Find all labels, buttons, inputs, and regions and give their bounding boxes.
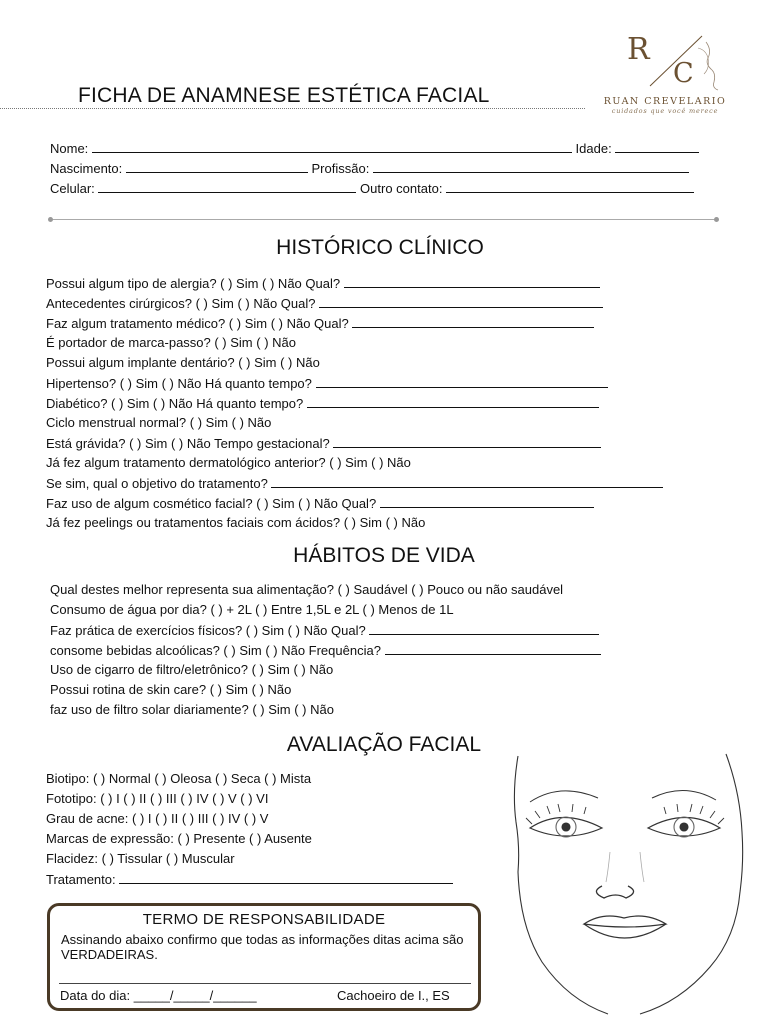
q-marca-passo[interactable] — [46, 335, 296, 351]
label-idade: Idade: — [575, 141, 612, 156]
objetivo-blank[interactable] — [271, 475, 663, 488]
page-title: FICHA DE ANAMNESE ESTÉTICA FACIAL — [78, 84, 490, 107]
cosmetico-qual-blank[interactable] — [380, 495, 594, 508]
section-title-avaliacao: AVALIAÇÃO FACIAL — [286, 733, 482, 756]
hipertenso-tempo-blank[interactable] — [316, 375, 608, 388]
h-exercicios-text: Faz prática de exercícios físicos? ( ) Sim ( ) Não Qual? — [50, 623, 366, 638]
face-outline-left — [518, 872, 608, 1014]
tratamento-medico-qual-blank[interactable] — [352, 315, 594, 328]
q-ciclo-text: Ciclo menstrual normal? ( ) Sim ( ) Não — [46, 415, 272, 430]
outro-contato-blank[interactable] — [446, 180, 694, 193]
eye-left-icon — [526, 804, 602, 837]
idade-blank[interactable] — [615, 140, 699, 153]
field-nome[interactable] — [50, 140, 699, 157]
label-nome: Nome: — [50, 141, 89, 156]
q-gravida-text: Está grávida? ( ) Sim ( ) Não Tempo gestacional? — [46, 436, 330, 451]
logo-letter-r: R — [627, 32, 650, 67]
title-dotted-divider — [0, 108, 585, 109]
q-dermatologico-text: Já fez algum tratamento dermatológico anterior? ( ) Sim ( ) Não — [46, 455, 411, 470]
exercicios-qual-blank[interactable] — [369, 622, 599, 635]
field-celular[interactable] — [50, 180, 694, 197]
brow-left-icon — [530, 791, 598, 802]
diabetico-tempo-blank[interactable] — [307, 395, 599, 408]
hair-left-line — [514, 756, 518, 872]
q-ciclo[interactable] — [46, 415, 271, 431]
face-chart-illustration[interactable] — [490, 752, 760, 1020]
face-outline-right — [640, 892, 740, 1014]
q-peelings[interactable] — [46, 515, 425, 531]
h-alimentacao-text: Qual destes melhor representa sua alimentação? ( ) Saudável ( ) Pouco ou não saudável — [50, 582, 564, 597]
q-cirurgicos[interactable] — [46, 295, 603, 312]
a-tratamento[interactable] — [46, 871, 453, 888]
a-acne-text: Grau de acne: ( ) I ( ) II ( ) III ( ) IV ( ) V — [46, 811, 269, 826]
a-flacidez[interactable] — [46, 851, 235, 867]
profissao-blank[interactable] — [373, 160, 689, 173]
field-nascimento[interactable] — [50, 160, 689, 177]
nascimento-blank[interactable] — [126, 160, 308, 173]
q-tratamento-medico-text: Faz algum tratamento médico? ( ) Sim ( ) Não Qual? — [46, 316, 349, 331]
q-diabetico[interactable] — [46, 395, 599, 412]
h-filtro-solar[interactable] — [50, 702, 334, 718]
h-cigarro-text: Uso de cigarro de filtro/eletrônico? ( ) Sim ( ) Não — [50, 662, 334, 677]
divider-dot-left — [48, 217, 53, 222]
q-tratamento-medico[interactable] — [46, 315, 594, 332]
q-hipertenso[interactable] — [46, 375, 608, 392]
q-alergia[interactable] — [46, 275, 600, 292]
cirurgicos-qual-blank[interactable] — [319, 295, 603, 308]
q-cosmetico[interactable] — [46, 495, 594, 512]
logo-letter-c: C — [673, 58, 694, 89]
q-marca-passo-text: É portador de marca-passo? ( ) Sim ( ) Não — [46, 335, 296, 350]
label-outro-contato: Outro contato: — [360, 181, 443, 196]
a-marcas[interactable] — [46, 831, 312, 847]
nose-icon — [596, 852, 644, 898]
label-nascimento: Nascimento: — [50, 161, 123, 176]
q-implante[interactable] — [46, 355, 320, 371]
celular-blank[interactable] — [98, 180, 356, 193]
h-bebidas-text: consome bebidas alcoólicas? ( ) Sim ( ) Não Frequência? — [50, 643, 381, 658]
section-divider — [50, 219, 718, 220]
gestacional-blank[interactable] — [333, 435, 601, 448]
a-tratamento-text: Tratamento: — [46, 872, 116, 887]
termo-date[interactable]: Data do dia: _____/_____/______ — [60, 988, 257, 1003]
q-implante-text: Possui algum implante dentário? ( ) Sim ( ) Não — [46, 355, 320, 370]
q-dermatologico[interactable] — [46, 455, 411, 471]
a-marcas-text: Marcas de expressão: ( ) Presente ( ) Ausente — [46, 831, 312, 846]
section-title-historico: HISTÓRICO CLÍNICO — [276, 236, 484, 259]
q-objetivo[interactable] — [46, 475, 663, 492]
eye-right-icon — [648, 804, 724, 837]
label-celular: Celular: — [50, 181, 95, 196]
q-peelings-text: Já fez peelings ou tratamentos faciais com ácidos? ( ) Sim ( ) Não — [46, 515, 426, 530]
termo-title: TERMO DE RESPONSABILIDADE — [142, 911, 386, 928]
label-profissao: Profissão: — [311, 161, 370, 176]
q-cirurgicos-text: Antecedentes cirúrgicos? ( ) Sim ( ) Não Qual? — [46, 296, 316, 311]
brand-logo — [598, 28, 734, 118]
lips-icon — [584, 916, 666, 938]
logo-name: RUAN CREVELARIO — [603, 96, 727, 107]
a-biotipo-text: Biotipo: ( ) Normal ( ) Oleosa ( ) Seca ( ) Mista — [46, 771, 312, 786]
termo-place: Cachoeiro de I., ES — [337, 988, 450, 1003]
section-title-habitos: HÁBITOS DE VIDA — [293, 544, 475, 567]
h-agua[interactable] — [50, 602, 454, 618]
q-gravida[interactable] — [46, 435, 601, 452]
logo-tagline: cuidados que você merece — [611, 107, 719, 115]
h-skincare-text: Possui rotina de skin care? ( ) Sim ( ) Não — [50, 682, 292, 697]
h-alimentacao[interactable] — [50, 582, 563, 598]
q-alergia-text: Possui algum tipo de alergia? ( ) Sim ( ) Não Qual? — [46, 276, 341, 291]
termo-text: Assinando abaixo confirmo que todas as informações ditas acima são VERDADEIRAS. — [61, 932, 464, 962]
h-filtro-solar-text: faz uso de filtro solar diariamente? ( ) Sim ( ) Não — [50, 702, 334, 717]
h-agua-text: Consumo de água por dia? ( ) + 2L ( ) Entre 1,5L e 2L ( ) Menos de 1L — [50, 602, 454, 617]
divider-dot-right — [714, 217, 719, 222]
q-objetivo-text: Se sim, qual o objetivo do tratamento? — [46, 476, 268, 491]
termo-box — [47, 903, 481, 1011]
tratamento-blank[interactable] — [119, 871, 453, 884]
h-skincare[interactable] — [50, 682, 291, 698]
h-cigarro[interactable] — [50, 662, 333, 678]
h-bebidas[interactable] — [50, 642, 601, 659]
h-exercicios[interactable] — [50, 622, 599, 639]
hair-right-line — [726, 754, 743, 892]
a-flacidez-text: Flacidez: ( ) Tissular ( ) Muscular — [46, 851, 235, 866]
a-fototipo[interactable] — [46, 791, 268, 807]
a-acne[interactable] — [46, 811, 268, 827]
signature-line[interactable] — [59, 983, 471, 984]
alergia-qual-blank[interactable] — [344, 275, 600, 288]
q-hipertenso-text: Hipertenso? ( ) Sim ( ) Não Há quanto tempo? — [46, 376, 312, 391]
a-fototipo-text: Fototipo: ( ) I ( ) II ( ) III ( ) IV ( ) V ( ) VI — [46, 791, 269, 806]
bebidas-frequencia-blank[interactable] — [385, 642, 601, 655]
nome-blank[interactable] — [92, 140, 572, 153]
a-biotipo[interactable] — [46, 771, 311, 787]
brow-right-icon — [652, 790, 716, 800]
q-cosmetico-text: Faz uso de algum cosmético facial? ( ) Sim ( ) Não Qual? — [46, 496, 377, 511]
q-diabetico-text: Diabético? ( ) Sim ( ) Não Há quanto tempo? — [46, 396, 304, 411]
